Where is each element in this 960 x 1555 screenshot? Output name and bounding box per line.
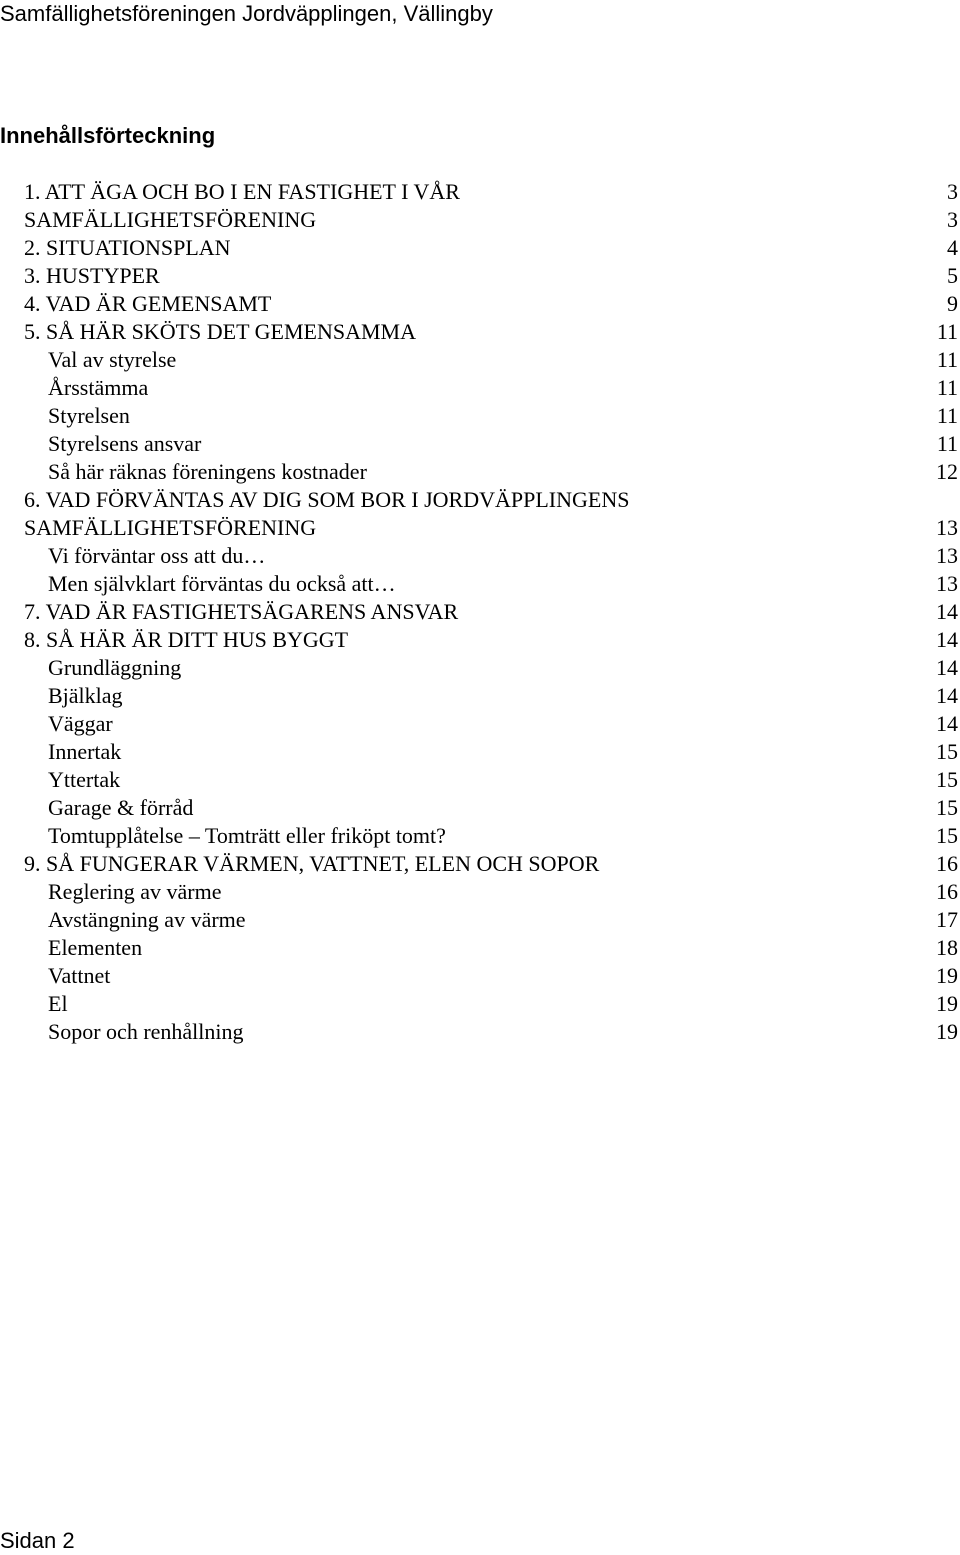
toc-entry-page-number: 19 xyxy=(936,1019,958,1044)
toc-entry[interactable] xyxy=(0,737,960,765)
toc-entry-page-number: 11 xyxy=(936,403,958,428)
toc-entry[interactable] xyxy=(0,205,960,233)
toc-entry-page-number: 4 xyxy=(947,235,958,260)
toc-entry-page-number: 5 xyxy=(947,263,958,288)
toc-entry-title: 8. SÅ HÄR ÄR DITT HUS BYGGT xyxy=(24,627,349,652)
toc-entry-title: Styrelsens ansvar xyxy=(48,431,202,456)
page-header: Samfällighetsföreningen Jordväpplingen, Vällingby xyxy=(0,1,493,26)
toc-entry-page-number: 15 xyxy=(936,739,958,764)
toc-entry-title: Avstängning av värme xyxy=(48,907,246,932)
toc-entry-page-number: 9 xyxy=(947,291,958,316)
toc-entry[interactable] xyxy=(0,373,960,401)
toc-entry-title: 5. SÅ HÄR SKÖTS DET GEMENSAMMA xyxy=(24,319,416,344)
toc-entry[interactable] xyxy=(0,261,960,289)
toc-entry-title: Styrelsen xyxy=(48,403,130,428)
toc-entry-title: Grundläggning xyxy=(48,655,182,680)
toc-entry-page-number: 13 xyxy=(936,543,958,568)
toc-entry[interactable] xyxy=(0,681,960,709)
toc-entry[interactable] xyxy=(0,1017,960,1045)
table-of-contents xyxy=(0,177,960,1045)
toc-entry[interactable] xyxy=(0,597,960,625)
toc-entry-title: Reglering av värme xyxy=(48,879,222,904)
toc-entry[interactable] xyxy=(0,765,960,793)
toc-entry-title: Väggar xyxy=(48,711,113,736)
toc-entry[interactable] xyxy=(0,541,960,569)
toc-entry-page-number: 11 xyxy=(936,431,958,456)
toc-entry[interactable] xyxy=(0,849,960,877)
toc-entry[interactable] xyxy=(0,877,960,905)
toc-entry-page-number: 17 xyxy=(936,907,958,932)
toc-entry[interactable] xyxy=(0,905,960,933)
toc-entry-page-number: 15 xyxy=(936,823,958,848)
toc-entry-title: Årsstämma xyxy=(48,375,149,400)
toc-entry[interactable] xyxy=(0,317,960,345)
toc-entry-title: Elementen xyxy=(48,935,143,960)
toc-entry-title: Sopor och renhållning xyxy=(48,1019,244,1044)
toc-entry[interactable] xyxy=(0,513,960,541)
toc-entry-title: SAMFÄLLIGHETSFÖRENING xyxy=(24,515,317,540)
toc-entry[interactable] xyxy=(0,401,960,429)
toc-entry-page-number: 14 xyxy=(936,655,958,680)
toc-entry-page-number: 18 xyxy=(936,935,958,960)
toc-entry-title: Men självklart förväntas du också att… xyxy=(48,571,396,596)
toc-entry-title: 7. VAD ÄR FASTIGHETSÄGARENS ANSVAR xyxy=(24,599,459,624)
toc-entry[interactable] xyxy=(0,177,960,205)
toc-entry-title: Garage & förråd xyxy=(48,795,194,820)
toc-entry-page-number: 3 xyxy=(947,179,958,204)
toc-entry[interactable] xyxy=(0,569,960,597)
toc-entry-title: 9. SÅ FUNGERAR VÄRMEN, VATTNET, ELEN OCH SOPOR xyxy=(24,851,600,876)
toc-entry-page-number: 13 xyxy=(936,571,958,596)
toc-entry-title: Innertak xyxy=(48,739,122,764)
toc-entry-page-number: 19 xyxy=(936,991,958,1016)
toc-entry[interactable] xyxy=(0,429,960,457)
toc-entry-title: 4. VAD ÄR GEMENSAMT xyxy=(24,291,272,316)
toc-entry-title: Vattnet xyxy=(48,963,111,988)
toc-entry-page-number: 3 xyxy=(947,207,958,232)
toc-entry-title: 3. HUSTYPER xyxy=(24,263,160,288)
toc-entry-title: Tomtupplåtelse – Tomträtt eller friköpt tomt? xyxy=(48,823,446,848)
toc-entry-title: 1. ATT ÄGA OCH BO I EN FASTIGHET I VÅR xyxy=(24,179,460,204)
toc-heading: Innehållsförteckning xyxy=(0,123,216,148)
toc-entry-page-number: 16 xyxy=(936,879,958,904)
toc-entry[interactable] xyxy=(0,793,960,821)
toc-entry[interactable] xyxy=(0,345,960,373)
toc-entry-title: Val av styrelse xyxy=(48,347,177,372)
toc-entry[interactable] xyxy=(0,933,960,961)
toc-entry-title: Vi förväntar oss att du… xyxy=(48,543,266,568)
page-footer: Sidan 2 xyxy=(0,1528,75,1553)
toc-entry[interactable] xyxy=(0,289,960,317)
toc-entry-page-number: 14 xyxy=(936,711,958,736)
toc-entry-title: 6. VAD FÖRVÄNTAS AV DIG SOM BOR I JORDVÄPPLINGENS xyxy=(24,487,630,512)
toc-entry[interactable] xyxy=(0,709,960,737)
toc-entry-page-number: 13 xyxy=(936,515,958,540)
toc-entry[interactable] xyxy=(0,653,960,681)
toc-entry[interactable] xyxy=(0,989,960,1017)
toc-entry[interactable] xyxy=(0,961,960,989)
toc-entry-title: El xyxy=(48,991,68,1016)
toc-entry-page-number: 14 xyxy=(936,627,958,652)
toc-entry-page-number: 12 xyxy=(936,459,958,484)
toc-entry-page-number: 15 xyxy=(936,767,958,792)
toc-entry[interactable] xyxy=(0,485,960,513)
toc-entry-page-number: 14 xyxy=(936,683,958,708)
toc-entry-page-number: 11 xyxy=(936,319,958,344)
toc-entry-page-number: 11 xyxy=(936,375,958,400)
toc-entry[interactable] xyxy=(0,457,960,485)
toc-entry-title: 2. SITUATIONSPLAN xyxy=(24,235,231,260)
toc-entry[interactable] xyxy=(0,233,960,261)
toc-entry-page-number: 16 xyxy=(936,851,958,876)
toc-entry-title: Yttertak xyxy=(48,767,121,792)
toc-entry-page-number: 14 xyxy=(936,599,958,624)
toc-entry-page-number: 19 xyxy=(936,963,958,988)
toc-entry-page-number: 11 xyxy=(936,347,958,372)
toc-entry-title: SAMFÄLLIGHETSFÖRENING xyxy=(24,207,317,232)
toc-entry[interactable] xyxy=(0,625,960,653)
toc-entry-page-number: 15 xyxy=(936,795,958,820)
toc-entry-title: Så här räknas föreningens kostnader xyxy=(48,459,367,484)
toc-entry-title: Bjälklag xyxy=(48,683,123,708)
toc-entry[interactable] xyxy=(0,821,960,849)
